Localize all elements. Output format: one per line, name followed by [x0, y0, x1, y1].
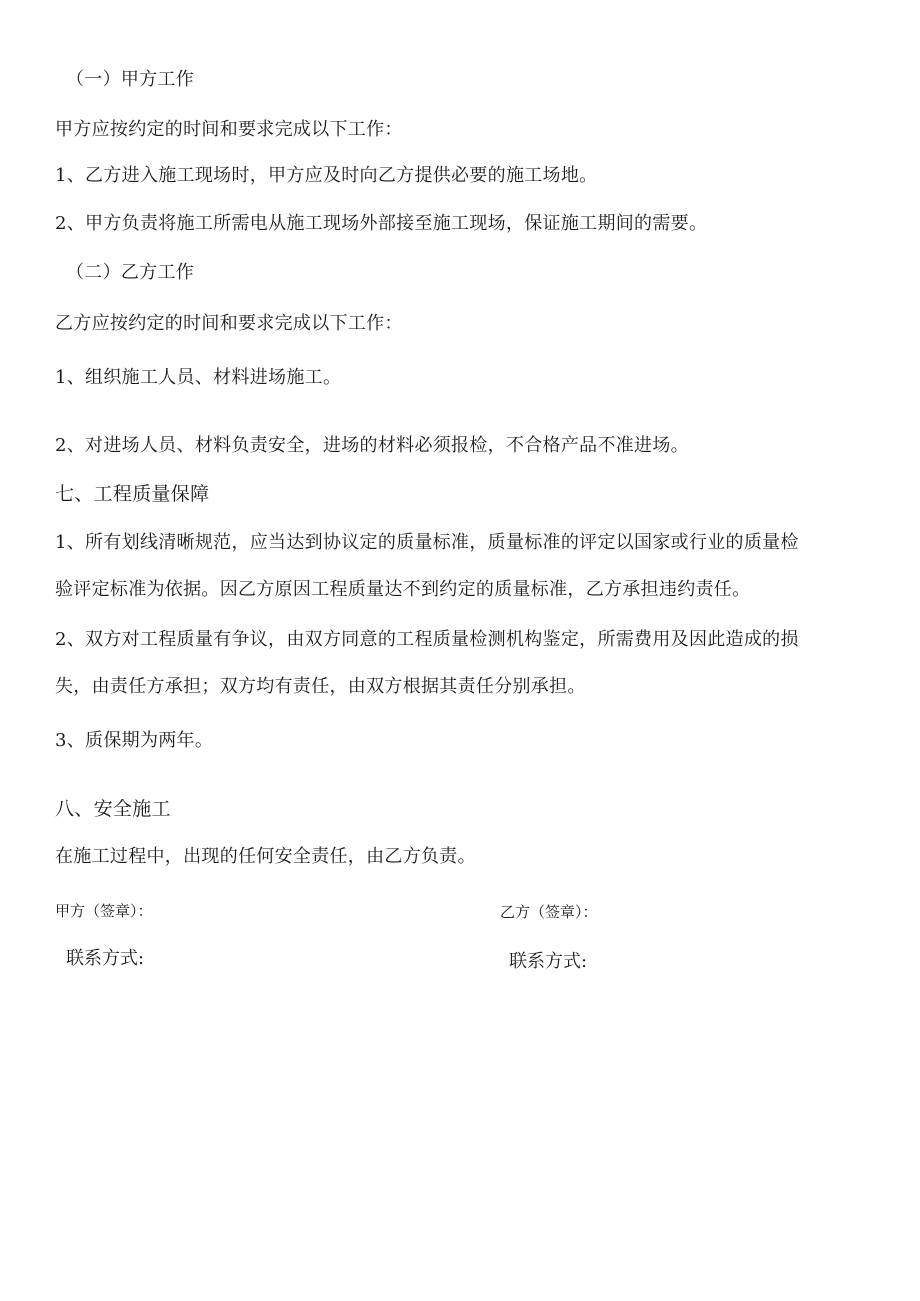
safety-text: 在施工过程中，出现的任何安全责任，由乙方负责。: [55, 846, 476, 867]
party-b-contact-label: 联系方式:: [509, 951, 588, 972]
party-a-signature-label: 甲方（签章）：: [55, 902, 153, 920]
party-a-contact-label: 联系方式:: [66, 948, 145, 969]
quality-heading: 七、工程质量保障: [55, 483, 210, 505]
party-b-signature-label: 乙方（签章）：: [500, 903, 598, 921]
party-b-work-intro: 乙方应按约定的时间和要求完成以下工作：: [55, 313, 403, 334]
party-b-work-item-2: 2、对进场人员、材料负责安全，进场的材料必须报检，不合格产品不准进场。: [55, 435, 689, 456]
party-b-work-heading: （二）乙方工作: [66, 262, 195, 283]
quality-item-2-line-2: 失，由责任方承担；双方均有责任，由双方根据其责任分别承担。: [55, 676, 586, 697]
quality-item-1-line-1: 1、所有划线清晰规范，应当达到协议定的质量标准，质量标准的评定以国家或行业的质量检: [55, 532, 799, 553]
quality-item-3: 3、质保期为两年。: [55, 730, 214, 751]
quality-item-2-line-1: 2、双方对工程质量有争议，由双方同意的工程质量检测机构鉴定，所需费用及因此造成的损: [55, 629, 799, 650]
party-a-work-item-1: 1、乙方进入施工现场时，甲方应及时向乙方提供必要的施工场地。: [55, 165, 598, 186]
party-a-work-intro: 甲方应按约定的时间和要求完成以下工作：: [55, 119, 403, 140]
party-a-work-heading: （一）甲方工作: [66, 69, 195, 90]
safety-heading: 八、安全施工: [55, 798, 171, 820]
party-a-work-item-2: 2、甲方负责将施工所需电从施工现场外部接至施工现场，保证施工期间的需要。: [55, 213, 708, 234]
quality-item-1-line-2: 验评定标准为依据。因乙方原因工程质量达不到约定的质量标准，乙方承担违约责任。: [55, 579, 751, 600]
party-b-work-item-1: 1、组织施工人员、材料进场施工。: [55, 367, 342, 388]
